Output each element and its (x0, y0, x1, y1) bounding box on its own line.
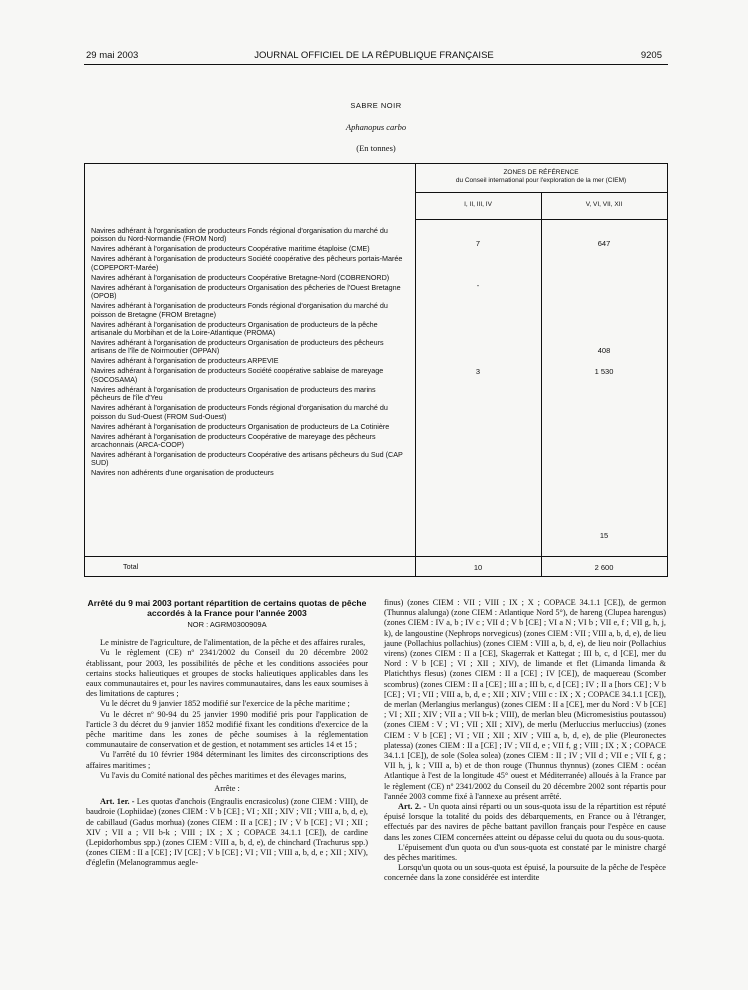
table-row: Navires adhérant à l'organisation de producteurs Société coopérative sablaise de mareyage (SOCOSAMA) (91, 366, 384, 384)
table-cell: 7 (475, 239, 481, 248)
paragraph: Vu le règlement (CE) nº 2341/2002 du Conseil du 20 décembre 2002 établissant, pour 2003, les possibilités de pêche et les conditions associées pour certains stocks halieutiques et groupes de stocks halieutiques applicables dans les eaux communautaires et, pour les navires communautaires, dans les eaux soumises à des limitations de captures ; (86, 648, 368, 699)
table-row: Navires adhérant à l'organisation de producteurs Coopérative maritime étaploise (CME) (91, 244, 370, 254)
table-row: Navires adhérant à l'organisation de producteurs Organisation de producteurs des pêcheurs artisans de l'île de Noirmoutier (OPPAN) (91, 338, 384, 356)
zones-header-line: ZONES DE RÉFÉRENCE (503, 169, 579, 176)
nor-reference: NOR : AGRM0300909A (187, 620, 267, 629)
paragraph: Vu le décret du 9 janvier 1852 modifié sur l'exercice de la pêche maritime ; (100, 699, 350, 709)
paragraph: Vu l'arrêté du 10 février 1984 déterminant les limites des circonscriptions des affaires maritimes ; (86, 750, 368, 770)
zones-header-line: du Conseil international pour l'exploration de la mer (CIEM) (455, 177, 627, 184)
header-journal: JOURNAL OFFICIEL DE LA RÉPUBLIQUE FRANÇAISE (254, 50, 494, 61)
table-cell: 647 (597, 239, 611, 248)
decree-title: Arrêté du 9 mai 2003 portant répartition de certains quotas de pêche accordés à la France pour l'année 2003 (87, 598, 367, 618)
header-date: 29 mai 2003 (86, 50, 139, 61)
species-name: SABRE NOIR (350, 101, 402, 110)
table-cell: 1 530 (594, 367, 614, 376)
paragraph: Lorsqu'un quota ou un sous-quota est épuisé, la poursuite de la pêche de l'espèce concernée dans la zone considérée est interdite (384, 863, 666, 883)
table-row: Navires adhérant à l'organisation de producteurs Organisation des pêcheries de l'Ouest Bretagne (OPOB) (91, 282, 401, 301)
header-page-number: 9205 (640, 50, 662, 61)
arrete-heading: Arrête : (214, 784, 240, 794)
table-row: Navires adhérant à l'organisation de producteurs Fonds régional d'organisation du marché du poisson de Bretagne (FROM Bretagne) (91, 301, 388, 319)
col-header-1: I, II, III, IV (464, 201, 492, 208)
table-cell: 408 (597, 346, 611, 355)
table-row: Navires adhérant à l'organisation de producteurs Coopérative Bretagne-Nord (COBRENORD) (91, 272, 390, 282)
total-label: Total (123, 562, 139, 571)
article-text: Un quota ainsi réparti ou un sous-quota issu de la répartition est réputé épuisé lorsque la totalité du poids des débarquements, en France ou à l'étranger, effectués par des navires de pêche battant pavillon français pour l'espèce en cause dans les zones CIEM concernées atteint ou dépasse celui du quota ou du sous-quota. (384, 802, 666, 842)
quota-table (84, 163, 668, 577)
table-divider (85, 556, 667, 557)
table-row: Navires adhérant à l'organisation de producteurs Organisation de producteurs de La Cotinière (91, 421, 390, 431)
table-cell: 3 (475, 367, 481, 376)
right-column (384, 598, 666, 884)
article-1 (86, 797, 368, 868)
table-row: Navires adhérant à l'organisation de producteurs Organisation de producteurs des marins pêcheurs de l'île d'Yeu (91, 384, 376, 403)
table-cell: 15 (599, 531, 609, 540)
table-row: Navires adhérant à l'organisation de producteurs ARPEVIE (91, 356, 279, 366)
paragraph: Vu l'avis du Comité national des pêches maritimes et des élevages marins, (100, 770, 347, 780)
total-value-1: 10 (473, 563, 483, 572)
paragraph: Le ministre de l'agriculture, de l'alimentation, de la pêche et des affaires rurales, (100, 638, 366, 648)
table-row: Navires adhérant à l'organisation de producteurs Organisation de producteurs de la pêche artisanale du Morbihan et de la Loire-Atlantique (PROMA) (91, 319, 378, 338)
table-divider (415, 192, 667, 193)
table-divider (541, 192, 542, 576)
running-header (0, 50, 748, 64)
article-label: Art. 2. - (398, 802, 427, 812)
article-text: Les quotas d'anchois (Engraulis encrasicolus) (zone CIEM : VIII), de baudroie (Lophiidae) (zones CIEM : V b [CE] ; VI ; XII ; XIV ; VII ; VIII a, b, d, e), de cabillaud (Gadus morhua) (zones CIEM : II a [CE] ; IV ; V b [CE] ; VI ; XII ; XIV ; VII a ; VII b-k ; VIII ; IX ; X ; COPACE 34.1.1 [CE]), de cardine (Lepidorhombus spp.) (zones CIEM : VIII a, b, d, e), de chinchard (Trachurus spp.) (zones CIEM : II a [CE] ; IV [CE] ; V b [CE] ; VI ; VII ; VIII a, b, d, e ; XII ; XIV), d'églefin (Melanogrammus aegle- (86, 797, 369, 868)
zones-header (415, 169, 667, 185)
table-row: Navires adhérant à l'organisation de producteurs Société coopérative des pêcheurs portais-Marée (COPEPORT-Marée) (91, 254, 403, 272)
article-label: Art. 1er. - (100, 797, 135, 807)
table-row: Navires adhérant à l'organisation de producteurs Coopérative de mareyage des pêcheurs arcachonnais (ARCA-COOP) (91, 431, 376, 450)
species-latin: Aphanopus carbo (345, 122, 407, 132)
table-cell: - (476, 281, 480, 290)
table-row: Navires adhérant à l'organisation de producteurs Coopérative des artisans pêcheurs du Sud (CAP SUD) (91, 450, 403, 468)
article-2 (384, 802, 666, 843)
left-column (86, 598, 368, 869)
paragraph: Vu le décret nº 90-94 du 25 janvier 1990 modifié pris pour l'application de l'article 3 du décret du 9 janvier 1852 modifié fixant les conditions d'exercice de la pêche maritime dans les zones de pêche soumises à la réglementation communautaire de conservation et de gestion, et notamment ses articles 14 et 15 ; (86, 709, 368, 750)
header-rule (84, 64, 668, 65)
table-row: Navires non adhérents d'une organisation de producteurs (91, 468, 274, 478)
paragraph: L'épuisement d'un quota ou d'un sous-quota est constaté par le ministre chargé des pêches maritimes. (384, 842, 666, 863)
paragraph: finus) (zones CIEM : VII ; VIII ; IX ; X ; COPACE 34.1.1 [CE]), de germon (Thunnus alalunga) (zone CIEM : Atlantique Nord 5°), de hareng (Clupea harengus) (zones CIEM : IV a, b ; IV c ; VII d ; V b [CE] ; VI a N ; VI b ; VII e, f ; VII g, h, j, k), de langoustine (Nephrops norvegicus) (zones CIEM : VII ; VIII a, b, d, e), de lieu jaune (Pollachius pollachius) (zones CIEM : VIII a, b, d, e), de lieu noir (Pollachius virens) (zones CIEM : II a [CE], Skagerrak et Kattegat ; III b, c, d [CE], mer du Nord : V b [CE] ; VI ; XII ; XIV), de limande et flet (Limanda limanda & Platichthys flesus) (zones CIEM : II a [CE] ; IV [CE]), de maquereau (Scomber scombrus) (zones CIEM : II a [CE] ; III a ; III b, c, d [CE] ; IV ; II a [hors CE] ; V b [CE] ; VI ; VII ; VIII a, b, d, e ; XII ; XIV ; VIII c : IX ; X ; COPACE 34.1.1 [CE]), de merlan (Merlangius merlangus) (zones CIEM : II a [CE], mer du Nord : V b [CE] ; VI ; XII ; XIV ; VII a ; VII b-k ; VIII), de merlan bleu (Micromesistius poutassou) (zones CIEM : V ; VI ; VII ; XII ; XIV), de merlu (Merluccius merluccius) (zones CIEM : V b [CE] ; VI ; VII ; XII ; XIV ; VIII a, b, d, e), de plie (Pleuronectes platessa) (zones CIEM : II a [CE] ; IV ; VII d, e ; VII f, g ; VIII ; IX ; X ; COPACE 34.1.1 [CE]), de sole (Solea solea) (zones CIEM : II ; IV ; VII d ; VII e ; VII f, g ; VII h, j, k ; VIII a, b) et de thon rouge (Thunnus thynnus) (zones CIEM : océan Atlantique à l'est de la longitude 45° ouest et Méditerranée) alloués à la France par le règlement (CE) nº 2341/2002 du Conseil du 20 décembre 2002 sont répartis pour l'année 2003 comme fixé à l'annexe au présent arrêté. (384, 598, 666, 801)
table-row: Navires adhérant à l'organisation de producteurs Fonds régional d'organisation du marché du poisson du Sud-Ouest (FROM Sud-Ouest) (91, 403, 388, 421)
unit-label: (En tonnes) (356, 143, 396, 153)
table-divider (415, 219, 667, 220)
table-rows (91, 227, 407, 479)
col-header-2: V, VI, VII, XII (585, 201, 623, 208)
table-row: Navires adhérant à l'organisation de producteurs Fonds régional d'organisation du marché du poisson du Nord-Normandie (FROM Nord) (91, 226, 388, 244)
total-value-2: 2 600 (594, 563, 614, 572)
